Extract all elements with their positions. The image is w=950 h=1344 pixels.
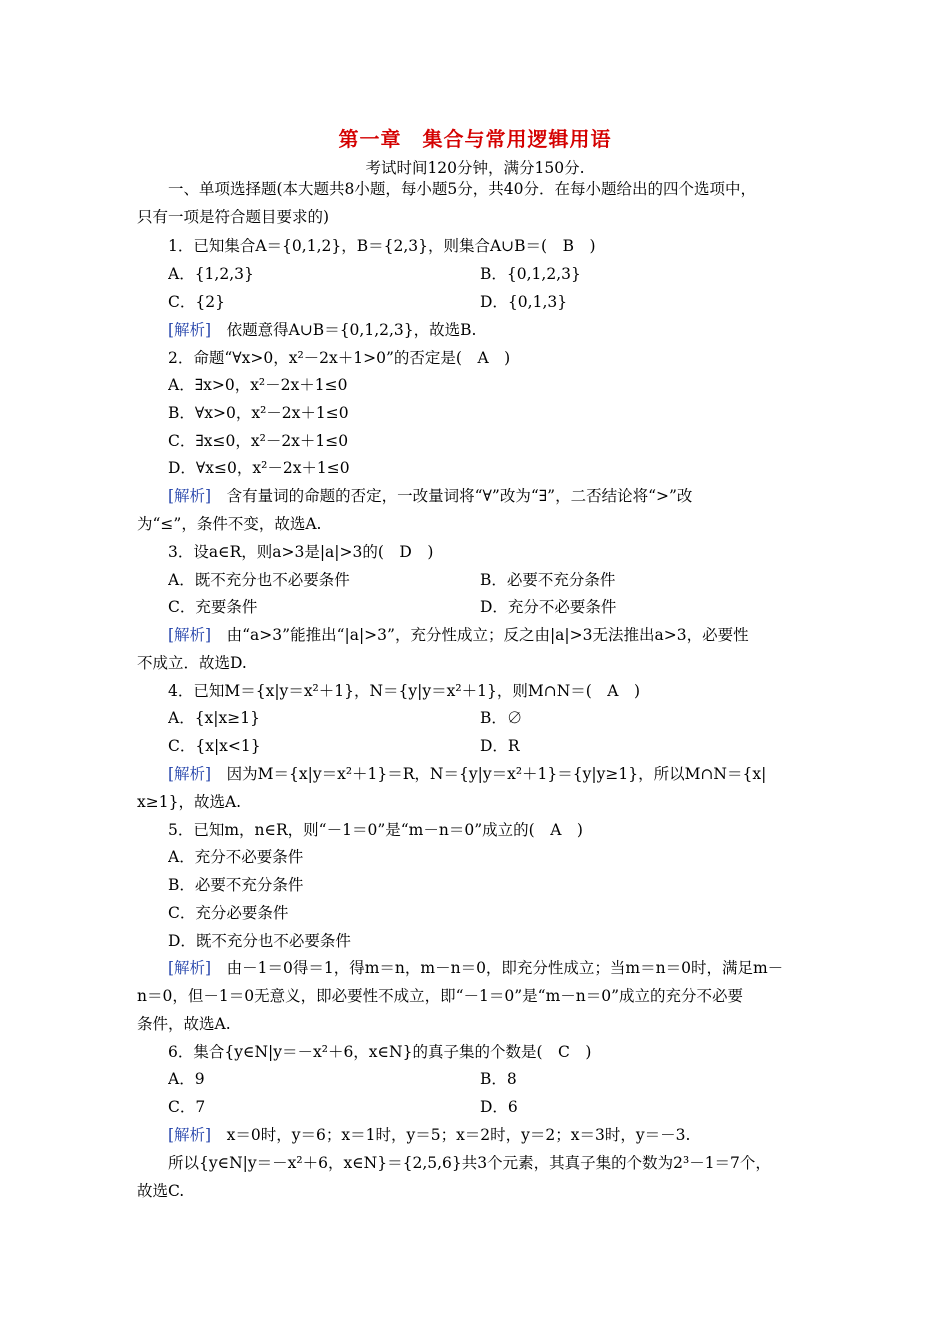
q1-analysis-text: 依题意得A∪B＝{0,1,2,3}，故选B.	[226, 321, 477, 339]
q5-option-b: B．必要不充分条件	[168, 876, 304, 894]
q4-stem: 4．已知M＝{x|y＝x²＋1}，N＝{y|y＝x²＋1}，则M∩N＝( A )	[168, 682, 641, 700]
q4-option-a: A．{x|x≥1}	[168, 709, 260, 727]
q4-option-b: B．∅	[480, 709, 523, 727]
chapter-title: 第一章 集合与常用逻辑用语	[338, 127, 612, 151]
analysis-tag: [解析]	[168, 626, 212, 644]
q5-option-c: C．充分必要条件	[168, 904, 289, 922]
q2-analysis-line2: 为“≤”，条件不变，故选A.	[137, 515, 322, 533]
analysis-tag: [解析]	[168, 321, 212, 339]
q6-stem: 6．集合{y∈N|y＝－x²＋6，x∈N}的真子集的个数是( C )	[168, 1043, 592, 1061]
section-heading-line1: 一、单项选择题(本大题共8小题，每小题5分，共40分．在每小题给出的四个选项中，	[168, 180, 756, 198]
q1-option-a: A．{1,2,3}	[168, 265, 254, 283]
q1-option-d: D．{0,1,3}	[480, 293, 568, 311]
q2-option-a: A．∃x>0，x²－2x＋1≤0	[168, 376, 348, 394]
q3-option-b: B．必要不充分条件	[480, 571, 616, 589]
q3-analysis-text1: 由“a>3”能推出“|a|>3”，充分性成立；反之由|a|>3无法推出a>3，必要性	[226, 626, 749, 644]
analysis-tag: [解析]	[168, 765, 212, 783]
q5-stem: 5．已知m，n∈R，则“－1＝0”是“m－n＝0”成立的( A )	[168, 821, 583, 839]
q4-analysis-line1	[168, 761, 850, 787]
q2-stem: 2．命题“∀x>0，x²－2x＋1>0”的否定是( A )	[168, 349, 511, 367]
q2-analysis-line1	[168, 483, 850, 509]
q5-option-a: A．充分不必要条件	[168, 848, 304, 866]
analysis-tag: [解析]	[168, 959, 212, 977]
q6-option-d: D．6	[480, 1098, 518, 1116]
q3-analysis-line2: 不成立．故选D.	[137, 654, 247, 672]
q5-analysis-line3: 条件，故选A.	[137, 1015, 231, 1033]
q6-option-c: C．7	[168, 1098, 206, 1116]
q6-analysis-text1: x＝0时，y＝6；x＝1时，y＝5；x＝2时，y＝2；x＝3时，y＝－3.	[226, 1126, 691, 1144]
q4-analysis-text1: 因为M＝{x|y＝x²＋1}＝R，N＝{y|y＝x²＋1}＝{y|y≥1}，所以M∩N＝{x|	[226, 765, 767, 783]
q4-analysis-line2: x≥1}，故选A.	[137, 793, 242, 811]
analysis-tag: [解析]	[168, 1126, 212, 1144]
q6-option-a: A．9	[168, 1070, 205, 1088]
exam-info: 考试时间120分钟，满分150分.	[365, 159, 585, 177]
q3-option-a: A．既不充分也不必要条件	[168, 571, 350, 589]
q5-analysis-line2: n＝0，但－1＝0无意义，即必要性不成立，即“－1＝0”是“m－n＝0”成立的充分不必要	[137, 987, 744, 1005]
q1-analysis	[168, 317, 850, 343]
q1-option-b: B．{0,1,2,3}	[480, 265, 581, 283]
q3-analysis-line1	[168, 622, 850, 648]
q2-analysis-text1: 含有量词的命题的否定，一改量词将“∀”改为“∃”，二否结论将“>”改	[226, 487, 693, 505]
q6-analysis-line3: 故选C.	[137, 1182, 185, 1200]
q1-stem: 1．已知集合A＝{0,1,2}，B＝{2,3}，则集合A∪B＝( B )	[168, 237, 596, 255]
q6-option-b: B．8	[480, 1070, 517, 1088]
q5-option-d: D．既不充分也不必要条件	[168, 932, 351, 950]
q2-option-c: C．∃x≤0，x²－2x＋1≤0	[168, 432, 349, 450]
q4-option-c: C．{x|x<1}	[168, 737, 261, 755]
section-heading-line2: 只有一项是符合题目要求的)	[137, 208, 330, 226]
q2-option-b: B．∀x>0，x²－2x＋1≤0	[168, 404, 349, 422]
q3-stem: 3．设a∈R，则a>3是|a|>3的( D )	[168, 543, 434, 561]
q5-analysis-line1	[168, 955, 850, 981]
analysis-tag: [解析]	[168, 487, 212, 505]
q4-option-d: D．R	[480, 737, 520, 755]
q3-option-d: D．充分不必要条件	[480, 598, 617, 616]
q3-option-c: C．充要条件	[168, 598, 258, 616]
q2-option-d: D．∀x≤0，x²－2x＋1≤0	[168, 459, 350, 477]
q6-analysis-line1	[168, 1122, 850, 1148]
q1-option-c: C．{2}	[168, 293, 225, 311]
q6-analysis-line2: 所以{y∈N|y＝－x²＋6，x∈N}＝{2,5,6}共3个元素，其真子集的个数为2³－1＝7个，	[168, 1154, 771, 1172]
q5-analysis-text1: 由－1＝0得＝1，得m＝n，m－n＝0，即充分性成立；当m＝n＝0时，满足m－	[226, 959, 784, 977]
